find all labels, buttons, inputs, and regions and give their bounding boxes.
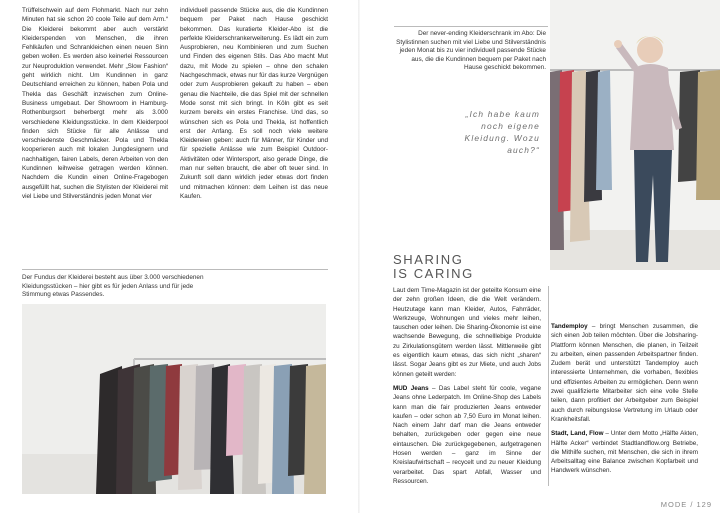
body-text: Trüffelschwein auf dem Flohmarkt. Nach nur zehn Minuten hat sie schon 20 coole Teile auf dem Arm.“ Die Kleiderei bekommt aber auch verstärkt Kleiderspenden von Menschen, die ihren Fehlkäufen und Schrankleichen einen neuen Sinn geben wollen. Es werden also keinerlei Ressourcen zur Neuproduktion verwendet. Mehr „Slow Fashion“ geht wirklich nicht. Um Kundinnen in ganz Deutschland erreichen zu können, haben Pola und Thekla das Geschäft inzwischen zum Online-Business umgebaut. Der Showroom in Hamburg-Rothenburgsort beherbergt mehr als 3.000 verschiedene Kleidungsstücke. In dem Kleiderpool finden sich Stücke für alle Anlässe und verschiedenste Geschmäcker. Pola und Thekla kooperieren auch mit lokalen Jungdesignern und nachhaltigen, fairen Labels, deren Arbeiten von den Kundinnen leihweise getragen werden können. Nachdem die Kundin einen Online-Fragebogen ausgefüllt hat, suchen die Stylisten der Kleiderei mit viel Liebe und Stilverständnis jeden Monat vier (22, 7, 168, 200)
entry-label: Stadt, Land, Flow (551, 430, 604, 438)
entry-label: MUD Jeans (393, 384, 429, 392)
entry-tandemploy (551, 322, 698, 424)
body-text: Laut dem Time-Magazin ist der geteilte Konsum eine der zehn großen Ideen, die die Welt verändern. Heutzutage kann man Kleider, Autos, Fahrräder, Werkzeuge, Wohnungen und vieles mehr leihen, tauschen oder leihen. Die Sharing-Ökonomie ist eine wachsende Bewegung, die schnelllebige Produkte zu Zirkulationsgütern werden lässt. Mittlerweile gibt es eigentlich kaum etwas, das sich nicht „sharen“ lässt. Sogar Jeans gibt es zur Miete, und auch Jobs können geteilt werden: (393, 287, 541, 378)
wardrobe-woman-photo (550, 0, 720, 270)
body-column-1 (22, 6, 168, 201)
photo-caption: Der never-ending Kleiderschrank im Abo: Die Stylistinnen suchen mit viel Liebe und Stilverständnis jeden Monat bis zu vier individuell passende Stücke aus, die die Kundinnen bequem per Paket nach Hause geschickt bekommen. (396, 30, 546, 72)
divider (394, 26, 548, 27)
body-text: individuell passende Stücke aus, die die Kundinnen bequem per Paket nach Hause geschickt bekommen. Das kuratierte Kleider-Abo ist die perfekte Kleiderschrankerweiterung. Es lädt ein zum Ausprobieren, neu Kombinieren und zum Suchen und Finden des eigenen Stils. Das Abo macht Mut dazu, mit Mode zu spielen – ohne den schalen Nachgeschmack, etwas nur für das kurze Vergnügen oder zum Ausprobieren gekauft zu haben – eben genau die Nachteile, die das Spiel mit der schnellen Mode sonst mit sich bringt. In Köln gibt es seit kurzem bereits ein erstes Franchise. Und das, so wünschen sich es Pola und Thekla, ist hoffentlich erst der Anfang. Es soll noch viele weitere Kleidereien geben: auch für Männer, für Kinder und für spezielle Anlässe wie zum Beispiel Outdoor-Aktivitäten oder Wintersport, also gerade Dinge, die man nur selten braucht, die aber oft teuer sind. In Zukunft soll dann wirklich jeder etwas dort finden und mitmachen können: dem Leihen ist das neue Kaufen. (180, 7, 328, 200)
entry-text: – Unter dem Motto „Hälfte Akten, Hälfte Acker“ verbindet Stadtlandflow.org Betriebe, die Mithilfe suchen, mit Menschen, die sich in ihrem Arbeitsalltag eine Balance zwischen Kopfarbeit und Handwerk wünschen. (551, 430, 698, 475)
divider (22, 269, 328, 270)
entry-stadt-land-flow (551, 429, 698, 475)
body-column-2 (180, 6, 328, 201)
page-folio: MODE / 129 (660, 500, 712, 509)
column-divider (548, 286, 549, 486)
section-heading (393, 253, 474, 281)
heading-line: SHARING (393, 252, 464, 267)
clothing-rack-photo (22, 304, 326, 494)
heading-line: IS CARING (393, 266, 474, 281)
entry-label: Tandemploy (551, 323, 588, 330)
photo-caption: Der Fundus der Kleiderei besteht aus über 3.000 verschiedenen Kleidungsstücken – hier gibt es für jeden Anlass und für jede Stimmung etwas Passendes. (22, 274, 204, 299)
body-column-3 (393, 286, 541, 486)
clothing-rack-illustration (22, 304, 326, 494)
right-page (360, 0, 720, 513)
wardrobe-illustration (550, 0, 720, 270)
entry-mud-jeans (393, 384, 541, 486)
entry-text: – Das Label steht für coole, vegane Jeans ohne Lederpatch. Im Online-Shop des Labels kann man die fair produzierten Jeans entweder kaufen – oder schon ab 7,50 Euro im Monat leihen. Nach einem Jahr darf man die Jeans entweder behalten, zurückgeben oder gegen eine neue eintauschen. Die zurückgegebenen, aufgetragenen Hosen werden – ganz im Sinne der Kreislaufwirtschaft – recycelt und zu neuer Kleidung verarbeitet. Das spart Abfall, Wasser und Ressourcen. (393, 384, 541, 485)
pull-quote: „Ich habe kaum noch eigene Kleidung. Wozu auch?“ (464, 109, 540, 155)
body-column-4 (551, 322, 698, 476)
entry-text: – bringt Menschen zusammen, die sich einen Job teilen möchten. Über die Jobsharing-Plattform können Menschen, die planen, in Teilzeit zu arbeiten, einen passenden Arbeitspartner finden. Zudem berät und unterstützt Tandemploy auch interessierte Unternehmen, die vorhaben, flexibles und effizientes Arbeiten zu ermöglichen. Denn wenn zwei qualifizierte Mitarbeiter sich eine volle Stelle teilen, dann profitiert der Arbeitgeber zum Beispiel auch durch reibungslose Vertretung im Urlaub oder Krankheitsfall. (551, 323, 698, 423)
